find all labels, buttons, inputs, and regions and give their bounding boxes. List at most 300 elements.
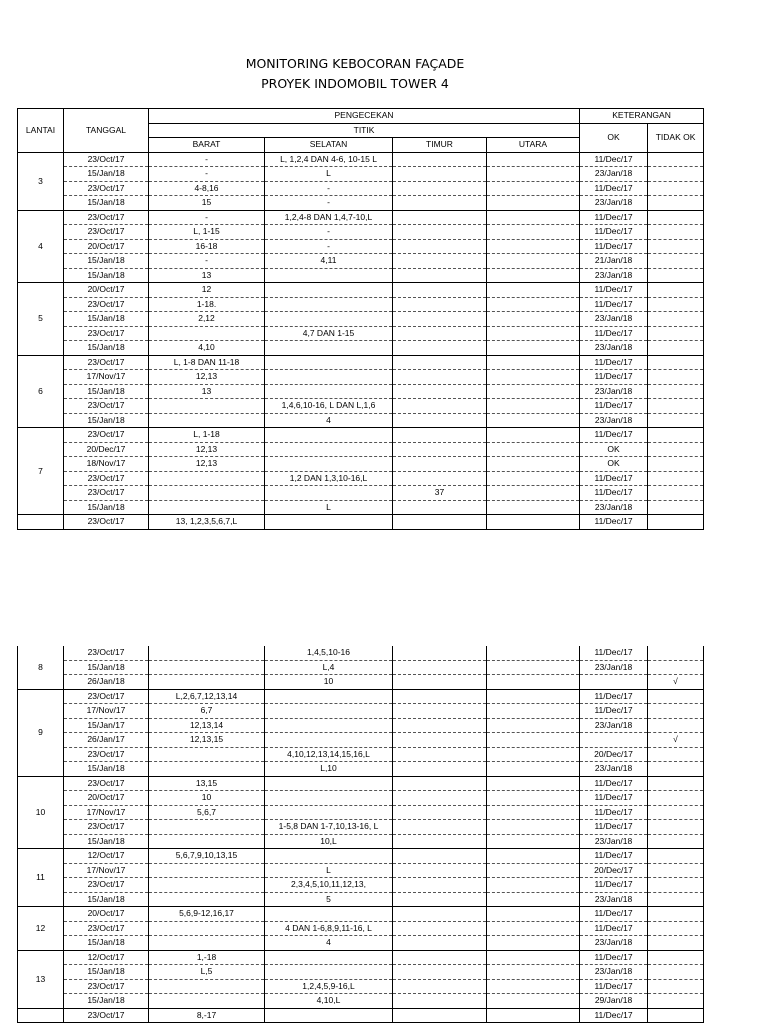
cell-ok: 23/Jan/18 xyxy=(580,936,648,951)
cell-tidak-ok xyxy=(648,457,704,472)
table-row xyxy=(18,355,704,370)
cell-tidak-ok xyxy=(648,878,704,893)
cell-utara xyxy=(487,239,580,254)
cell-barat xyxy=(149,921,265,936)
cell-utara xyxy=(487,326,580,341)
cell-timur xyxy=(393,181,487,196)
cell-timur xyxy=(393,733,487,748)
table-row xyxy=(18,878,704,893)
cell-ok: 23/Jan/18 xyxy=(580,660,648,675)
cell-timur xyxy=(393,370,487,385)
cell-tanggal: 18/Nov/17 xyxy=(64,457,149,472)
cell-barat xyxy=(149,471,265,486)
cell-ok: OK xyxy=(580,457,648,472)
cell-utara xyxy=(487,370,580,385)
cell-utara xyxy=(487,457,580,472)
cell-timur xyxy=(393,239,487,254)
cell-tanggal: 23/Oct/17 xyxy=(64,921,149,936)
cell-tidak-ok xyxy=(648,965,704,980)
cell-timur xyxy=(393,297,487,312)
cell-timur xyxy=(393,704,487,719)
table-row xyxy=(18,196,704,211)
cell-selatan xyxy=(265,442,393,457)
cell-barat: 5,6,7,9,10,13,15 xyxy=(149,849,265,864)
cell-lantai: 11 xyxy=(18,849,64,907)
cell-timur xyxy=(393,965,487,980)
table-row xyxy=(18,225,704,240)
cell-barat: 16-18 xyxy=(149,239,265,254)
table-row xyxy=(18,167,704,182)
cell-barat: 12,13,15 xyxy=(149,733,265,748)
cell-barat: 8,-17 xyxy=(149,1008,265,1023)
cell-tidak-ok xyxy=(648,994,704,1009)
cell-barat xyxy=(149,994,265,1009)
table-row xyxy=(18,675,704,690)
cell-ok: OK xyxy=(580,442,648,457)
cell-selatan: L xyxy=(265,863,393,878)
table-row xyxy=(18,994,704,1009)
cell-tanggal: 23/Oct/17 xyxy=(64,820,149,835)
cell-ok: 23/Jan/18 xyxy=(580,384,648,399)
cell-timur xyxy=(393,950,487,965)
cell-selatan: 4,7 DAN 1-15 xyxy=(265,326,393,341)
cell-selatan: 4 DAN 1-6,8,9,11-16, L xyxy=(265,921,393,936)
cell-ok: 11/Dec/17 xyxy=(580,1008,648,1023)
cell-ok: 11/Dec/17 xyxy=(580,979,648,994)
cell-tidak-ok xyxy=(648,863,704,878)
cell-utara xyxy=(487,675,580,690)
cell-barat xyxy=(149,747,265,762)
cell-utara xyxy=(487,500,580,515)
cell-barat: 1-18. xyxy=(149,297,265,312)
cell-selatan: 1,2,4,5,9-16,L xyxy=(265,979,393,994)
table-row xyxy=(18,1008,704,1023)
cell-utara xyxy=(487,515,580,530)
cell-barat xyxy=(149,399,265,414)
cell-tanggal: 20/Oct/17 xyxy=(64,283,149,298)
cell-lantai: 8 xyxy=(18,646,64,689)
table-row xyxy=(18,413,704,428)
cell-ok: 23/Jan/18 xyxy=(580,341,648,356)
table-row xyxy=(18,646,704,660)
cell-ok: 11/Dec/17 xyxy=(580,646,648,660)
cell-utara xyxy=(487,791,580,806)
col-header-selatan: SELATAN xyxy=(265,138,393,153)
cell-tidak-ok xyxy=(648,428,704,443)
cell-utara xyxy=(487,834,580,849)
table-row xyxy=(18,849,704,864)
table-row xyxy=(18,268,704,283)
cell-tidak-ok xyxy=(648,384,704,399)
cell-tidak-ok xyxy=(648,834,704,849)
table-row xyxy=(18,776,704,791)
cell-utara xyxy=(487,950,580,965)
table-row xyxy=(18,283,704,298)
cell-tanggal: 15/Jan/18 xyxy=(64,762,149,777)
cell-ok: 11/Dec/17 xyxy=(580,181,648,196)
cell-timur xyxy=(393,1008,487,1023)
cell-lantai: 9 xyxy=(18,689,64,776)
cell-utara xyxy=(487,399,580,414)
cell-timur xyxy=(393,471,487,486)
cell-ok: 23/Jan/18 xyxy=(580,892,648,907)
cell-timur xyxy=(393,283,487,298)
cell-ok: 11/Dec/17 xyxy=(580,428,648,443)
cell-selatan: 2,3,4,5,10,11,12,13, xyxy=(265,878,393,893)
cell-timur xyxy=(393,442,487,457)
cell-timur xyxy=(393,312,487,327)
cell-tidak-ok xyxy=(648,646,704,660)
cell-ok: 11/Dec/17 xyxy=(580,225,648,240)
cell-ok: 11/Dec/17 xyxy=(580,399,648,414)
table-row xyxy=(18,689,704,704)
cell-tanggal: 23/Oct/17 xyxy=(64,428,149,443)
table-row xyxy=(18,500,704,515)
cell-tidak-ok xyxy=(648,1008,704,1023)
cell-ok xyxy=(580,733,648,748)
cell-tidak-ok xyxy=(648,181,704,196)
cell-selatan: - xyxy=(265,239,393,254)
cell-selatan xyxy=(265,341,393,356)
cell-ok: 11/Dec/17 xyxy=(580,950,648,965)
cell-barat: - xyxy=(149,167,265,182)
table-row xyxy=(18,297,704,312)
cell-barat: 6,7 xyxy=(149,704,265,719)
cell-barat: 13, 1,2,3,5,6,7,L xyxy=(149,515,265,530)
cell-selatan: 1,4,6,10-16, L DAN L,1,6 xyxy=(265,399,393,414)
table-row xyxy=(18,486,704,501)
cell-timur xyxy=(393,326,487,341)
cell-utara xyxy=(487,297,580,312)
cell-barat xyxy=(149,892,265,907)
cell-barat xyxy=(149,486,265,501)
cell-timur xyxy=(393,210,487,225)
cell-tidak-ok xyxy=(648,979,704,994)
table-row xyxy=(18,820,704,835)
cell-lantai: 6 xyxy=(18,355,64,428)
table-row xyxy=(18,892,704,907)
cell-utara xyxy=(487,965,580,980)
cell-tanggal: 15/Jan/18 xyxy=(64,268,149,283)
cell-timur xyxy=(393,849,487,864)
cell-barat: L, 1-18 xyxy=(149,428,265,443)
cell-barat xyxy=(149,878,265,893)
cell-ok: 11/Dec/17 xyxy=(580,805,648,820)
cell-lantai: 5 xyxy=(18,283,64,356)
cell-tanggal: 23/Oct/17 xyxy=(64,181,149,196)
cell-timur xyxy=(393,776,487,791)
cell-utara xyxy=(487,283,580,298)
cell-tidak-ok xyxy=(648,486,704,501)
cell-tanggal: 23/Oct/17 xyxy=(64,878,149,893)
cell-ok: 11/Dec/17 xyxy=(580,355,648,370)
cell-barat: 12,13 xyxy=(149,457,265,472)
cell-ok: 23/Jan/18 xyxy=(580,965,648,980)
cell-barat xyxy=(149,413,265,428)
cell-tanggal: 23/Oct/17 xyxy=(64,689,149,704)
cell-barat xyxy=(149,660,265,675)
cell-tanggal: 23/Oct/17 xyxy=(64,210,149,225)
cell-tanggal: 17/Nov/17 xyxy=(64,805,149,820)
cell-lantai xyxy=(18,1008,64,1023)
cell-selatan: 4,10,L xyxy=(265,994,393,1009)
cell-selatan xyxy=(265,268,393,283)
table-row xyxy=(18,834,704,849)
cell-timur xyxy=(393,805,487,820)
cell-selatan xyxy=(265,297,393,312)
cell-selatan xyxy=(265,428,393,443)
table-row xyxy=(18,442,704,457)
cell-utara xyxy=(487,471,580,486)
cell-ok: 23/Jan/18 xyxy=(580,196,648,211)
cell-barat: L,2,6,7,12,13,14 xyxy=(149,689,265,704)
cell-ok: 23/Jan/18 xyxy=(580,413,648,428)
cell-tanggal: 17/Nov/17 xyxy=(64,863,149,878)
cell-tidak-ok xyxy=(648,500,704,515)
cell-selatan xyxy=(265,776,393,791)
cell-ok: 11/Dec/17 xyxy=(580,471,648,486)
cell-utara xyxy=(487,167,580,182)
cell-utara xyxy=(487,312,580,327)
cell-utara xyxy=(487,733,580,748)
table-row xyxy=(18,747,704,762)
cell-utara xyxy=(487,196,580,211)
cell-ok: 11/Dec/17 xyxy=(580,326,648,341)
cell-barat: - xyxy=(149,152,265,167)
cell-selatan: 10 xyxy=(265,675,393,690)
cell-timur xyxy=(393,225,487,240)
cell-timur xyxy=(393,820,487,835)
cell-timur xyxy=(393,341,487,356)
cell-tanggal: 23/Oct/17 xyxy=(64,355,149,370)
cell-utara xyxy=(487,907,580,922)
cell-utara xyxy=(487,210,580,225)
cell-timur xyxy=(393,515,487,530)
col-header-tidak-ok: TIDAK OK xyxy=(648,123,704,152)
cell-tidak-ok xyxy=(648,399,704,414)
table-body-page-2 xyxy=(18,646,704,1023)
cell-timur xyxy=(393,994,487,1009)
cell-utara xyxy=(487,994,580,1009)
table-row xyxy=(18,457,704,472)
cell-timur xyxy=(393,152,487,167)
cell-utara xyxy=(487,225,580,240)
cell-barat: 4-8,16 xyxy=(149,181,265,196)
cell-selatan xyxy=(265,312,393,327)
cell-ok: 11/Dec/17 xyxy=(580,515,648,530)
cell-ok: 11/Dec/17 xyxy=(580,704,648,719)
cell-tidak-ok xyxy=(648,849,704,864)
cell-timur xyxy=(393,689,487,704)
table-row xyxy=(18,210,704,225)
cell-ok: 11/Dec/17 xyxy=(580,791,648,806)
cell-tanggal: 15/Jan/18 xyxy=(64,834,149,849)
table-row xyxy=(18,312,704,327)
cell-utara xyxy=(487,820,580,835)
cell-tanggal: 15/Jan/18 xyxy=(64,500,149,515)
cell-selatan xyxy=(265,791,393,806)
cell-utara xyxy=(487,486,580,501)
cell-barat: 13 xyxy=(149,384,265,399)
cell-lantai: 13 xyxy=(18,950,64,1008)
cell-tidak-ok xyxy=(648,167,704,182)
cell-tanggal: 15/Jan/18 xyxy=(64,167,149,182)
table-header xyxy=(18,109,704,153)
cell-selatan xyxy=(265,733,393,748)
cell-selatan: L,4 xyxy=(265,660,393,675)
cell-ok: 29/Jan/18 xyxy=(580,994,648,1009)
cell-timur xyxy=(393,936,487,951)
cell-ok: 11/Dec/17 xyxy=(580,370,648,385)
cell-tanggal: 20/Oct/17 xyxy=(64,907,149,922)
cell-tidak-ok xyxy=(648,660,704,675)
cell-timur xyxy=(393,384,487,399)
cell-lantai: 3 xyxy=(18,152,64,210)
cell-ok: 11/Dec/17 xyxy=(580,210,648,225)
cell-selatan: L xyxy=(265,167,393,182)
cell-tidak-ok xyxy=(648,776,704,791)
cell-selatan xyxy=(265,704,393,719)
cell-tanggal: 23/Oct/17 xyxy=(64,326,149,341)
cell-ok: 11/Dec/17 xyxy=(580,776,648,791)
cell-tanggal: 12/Oct/17 xyxy=(64,950,149,965)
cell-selatan: 4 xyxy=(265,936,393,951)
table-row xyxy=(18,936,704,951)
cell-tanggal: 15/Jan/18 xyxy=(64,196,149,211)
cell-lantai: 10 xyxy=(18,776,64,849)
cell-tidak-ok xyxy=(648,762,704,777)
cell-tidak-ok: √ xyxy=(648,675,704,690)
cell-barat: 13,15 xyxy=(149,776,265,791)
cell-tidak-ok xyxy=(648,413,704,428)
cell-ok: 21/Jan/18 xyxy=(580,254,648,269)
cell-tanggal: 23/Oct/17 xyxy=(64,486,149,501)
cell-tidak-ok xyxy=(648,152,704,167)
cell-tanggal: 15/Jan/18 xyxy=(64,384,149,399)
cell-ok: 23/Jan/18 xyxy=(580,718,648,733)
cell-barat: L, 1-15 xyxy=(149,225,265,240)
cell-timur xyxy=(393,413,487,428)
cell-ok: 11/Dec/17 xyxy=(580,152,648,167)
cell-timur xyxy=(393,834,487,849)
cell-utara xyxy=(487,689,580,704)
table-row xyxy=(18,863,704,878)
cell-utara xyxy=(487,747,580,762)
cell-timur xyxy=(393,355,487,370)
table-row xyxy=(18,428,704,443)
cell-tanggal: 20/Oct/17 xyxy=(64,239,149,254)
cell-tanggal: 23/Oct/17 xyxy=(64,399,149,414)
cell-barat xyxy=(149,326,265,341)
table-row xyxy=(18,921,704,936)
cell-tanggal: 23/Oct/17 xyxy=(64,152,149,167)
cell-selatan: L,10 xyxy=(265,762,393,777)
cell-utara xyxy=(487,660,580,675)
cell-selatan xyxy=(265,689,393,704)
cell-tidak-ok xyxy=(648,471,704,486)
cell-tanggal: 15/Jan/18 xyxy=(64,660,149,675)
table-row xyxy=(18,181,704,196)
cell-barat: 5,6,9-12,16,17 xyxy=(149,907,265,922)
cell-tanggal: 23/Oct/17 xyxy=(64,297,149,312)
cell-tanggal: 15/Jan/18 xyxy=(64,312,149,327)
col-header-lantai: LANTAI xyxy=(18,109,64,153)
cell-barat: 4,10 xyxy=(149,341,265,356)
cell-selatan: 1,2,4-8 DAN 1,4,7-10,L xyxy=(265,210,393,225)
cell-tidak-ok xyxy=(648,892,704,907)
cell-timur: 37 xyxy=(393,486,487,501)
cell-timur xyxy=(393,399,487,414)
cell-tidak-ok xyxy=(648,326,704,341)
table-row xyxy=(18,326,704,341)
cell-tidak-ok xyxy=(648,747,704,762)
cell-utara xyxy=(487,646,580,660)
cell-tanggal: 23/Oct/17 xyxy=(64,776,149,791)
cell-utara xyxy=(487,341,580,356)
cell-tidak-ok xyxy=(648,239,704,254)
cell-lantai: 12 xyxy=(18,907,64,951)
cell-utara xyxy=(487,892,580,907)
cell-barat xyxy=(149,500,265,515)
cell-selatan xyxy=(265,457,393,472)
cell-tanggal: 23/Oct/17 xyxy=(64,646,149,660)
cell-barat xyxy=(149,675,265,690)
cell-ok: 23/Jan/18 xyxy=(580,312,648,327)
monitoring-table-page-1 xyxy=(17,108,704,530)
table-row xyxy=(18,471,704,486)
cell-ok: 11/Dec/17 xyxy=(580,849,648,864)
cell-utara xyxy=(487,1008,580,1023)
document-subtitle: PROYEK INDOMOBIL TOWER 4 xyxy=(261,76,449,91)
cell-selatan xyxy=(265,515,393,530)
cell-selatan xyxy=(265,718,393,733)
cell-tidak-ok xyxy=(648,689,704,704)
cell-tanggal: 23/Oct/17 xyxy=(64,471,149,486)
cell-tidak-ok xyxy=(648,907,704,922)
table-row xyxy=(18,370,704,385)
table-row xyxy=(18,341,704,356)
cell-tidak-ok xyxy=(648,805,704,820)
col-header-tanggal: TANGGAL xyxy=(64,109,149,153)
cell-tidak-ok xyxy=(648,341,704,356)
cell-tanggal: 12/Oct/17 xyxy=(64,849,149,864)
cell-tidak-ok xyxy=(648,254,704,269)
table-row xyxy=(18,239,704,254)
cell-utara xyxy=(487,776,580,791)
cell-selatan xyxy=(265,355,393,370)
cell-barat: L,5 xyxy=(149,965,265,980)
cell-selatan: - xyxy=(265,196,393,211)
table-row xyxy=(18,399,704,414)
cell-barat: - xyxy=(149,210,265,225)
cell-ok: 11/Dec/17 xyxy=(580,820,648,835)
cell-selatan xyxy=(265,805,393,820)
cell-tanggal: 17/Nov/17 xyxy=(64,704,149,719)
cell-timur xyxy=(393,254,487,269)
cell-tidak-ok xyxy=(648,950,704,965)
cell-barat: 12,13,14 xyxy=(149,718,265,733)
monitoring-table-page-2 xyxy=(17,646,704,1023)
cell-tanggal: 15/Jan/18 xyxy=(64,341,149,356)
cell-barat: 2,12 xyxy=(149,312,265,327)
cell-barat: L, 1-8 DAN 11-18 xyxy=(149,355,265,370)
cell-ok: 23/Jan/18 xyxy=(580,762,648,777)
cell-tanggal: 15/Jan/18 xyxy=(64,936,149,951)
cell-tidak-ok xyxy=(648,921,704,936)
cell-ok: 23/Jan/18 xyxy=(580,268,648,283)
cell-utara xyxy=(487,181,580,196)
table-row xyxy=(18,950,704,965)
